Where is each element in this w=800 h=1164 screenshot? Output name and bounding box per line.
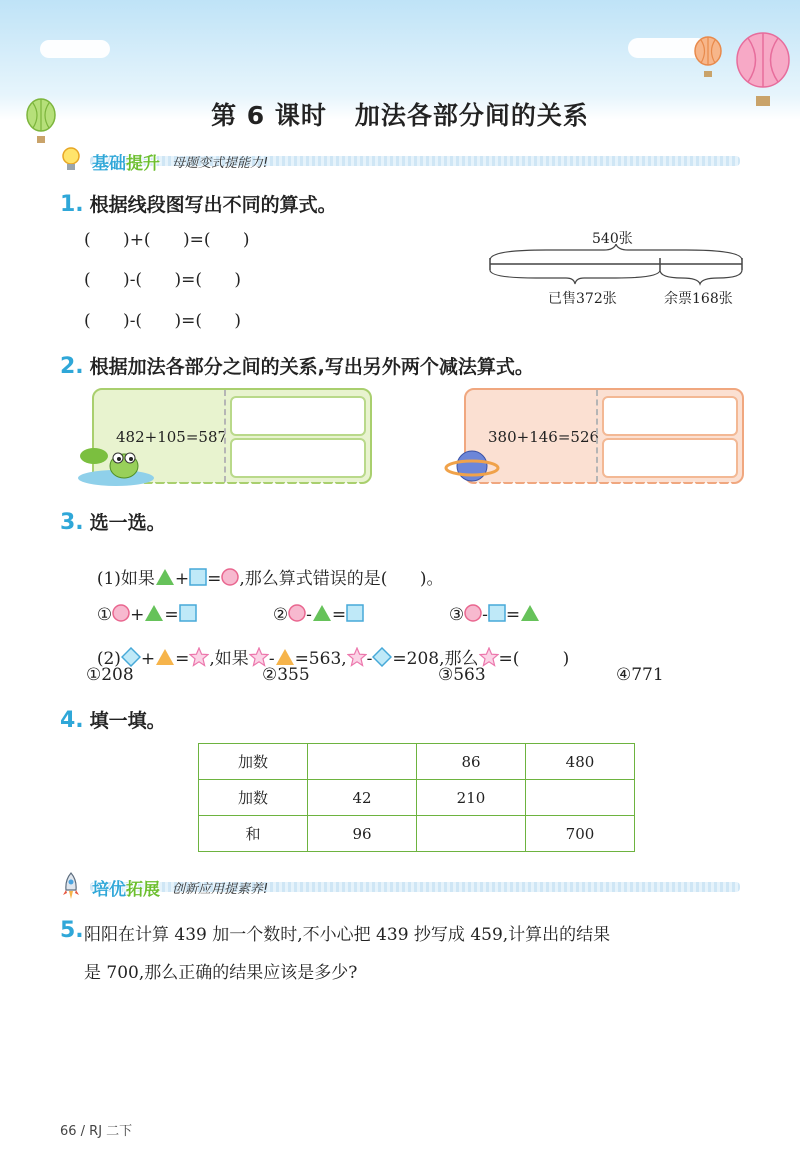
table-cell[interactable]	[417, 816, 526, 852]
card-divider	[224, 390, 226, 482]
q3-option-3[interactable]: ③ - =	[438, 584, 540, 625]
rocket-icon	[60, 872, 82, 900]
star-icon	[189, 647, 209, 667]
q1-equation-2: ( )-( )=( )	[84, 270, 242, 290]
q4-fill-table	[198, 743, 635, 852]
q3-part2: (2) + = ,如果 - =563, - =208,那么 =( )	[96, 649, 570, 669]
q3-part2-option-4[interactable]: ④771	[616, 665, 664, 685]
segment-left-label: 余票168张	[664, 291, 733, 307]
segment-sold-label: 已售372张	[548, 291, 617, 307]
q2-equation-b: 380+146=526	[488, 428, 600, 446]
triangle-orange-icon	[155, 648, 175, 666]
square-icon	[488, 604, 506, 622]
table-cell: 86	[417, 744, 526, 780]
table-cell: 加数	[199, 744, 308, 780]
table-cell[interactable]	[308, 744, 417, 780]
frog-on-lilypad-icon	[76, 440, 160, 488]
q2-answer-box-b1[interactable]	[602, 396, 738, 436]
star-icon	[347, 647, 367, 667]
table-row	[199, 780, 635, 816]
triangle-icon	[520, 604, 540, 622]
page-title	[0, 96, 800, 132]
q3-option-2[interactable]: ② - =	[262, 584, 364, 625]
q2-card-orange	[464, 388, 744, 484]
section-basic-bar	[60, 148, 740, 174]
diamond-icon	[121, 647, 141, 667]
circle-icon	[221, 568, 239, 586]
q2-answer-box-b2[interactable]	[602, 438, 738, 478]
table-cell: 加数	[199, 780, 308, 816]
q5-text-line-2: 是 700,那么正确的结果应该是多少?	[84, 963, 358, 983]
question-5-heading: 5.	[60, 918, 84, 943]
q3-part2-option-3[interactable]: ③563	[438, 665, 486, 685]
section-extension-bar	[60, 874, 740, 900]
q2-answer-box-a2[interactable]	[230, 438, 366, 478]
section-badge: 基础提升	[92, 153, 160, 174]
card-wave-edge	[466, 479, 742, 491]
q3-part2-option-1[interactable]: ①208	[86, 665, 134, 685]
star-icon	[249, 647, 269, 667]
table-row	[199, 816, 635, 852]
q3-option-1[interactable]: ① + =	[86, 584, 197, 625]
square-icon	[346, 604, 364, 622]
page-footer: 66 / RJ 二下	[60, 1124, 133, 1139]
diamond-icon	[372, 647, 392, 667]
segment-total-label: 540张	[592, 231, 633, 247]
table-cell: 和	[199, 816, 308, 852]
q2-answer-box-a1[interactable]	[230, 396, 366, 436]
section-badge: 培优拓展	[92, 879, 160, 900]
star-icon	[479, 647, 499, 667]
card-divider	[596, 390, 598, 482]
section-slogan: 母题变式提能力!	[172, 155, 269, 171]
square-icon	[179, 604, 197, 622]
question-4-heading: 4. 填一填。	[60, 708, 166, 733]
table-cell: 210	[417, 780, 526, 816]
table-cell: 700	[526, 816, 635, 852]
question-2-heading: 2. 根据加法各部分之间的关系,写出另外两个减法算式。	[60, 354, 534, 379]
q1-equation-3: ( )-( )=( )	[84, 311, 242, 331]
lesson-topic: 加法各部分间的关系	[354, 101, 589, 130]
section-slogan: 创新应用提素养!	[172, 881, 269, 897]
circle-icon	[112, 604, 130, 622]
q3-part1: (1)如果 + = ,那么算式错误的是( )。	[96, 569, 444, 589]
q1-equation-1: ( )+( )=( )	[84, 230, 250, 250]
balloon-orange-icon	[692, 36, 724, 82]
circle-icon	[464, 604, 482, 622]
planet-icon	[444, 446, 500, 486]
lightbulb-icon	[60, 146, 82, 174]
table-cell[interactable]	[526, 780, 635, 816]
table-row	[199, 744, 635, 780]
triangle-icon	[312, 604, 332, 622]
triangle-orange-icon	[275, 648, 295, 666]
q3-part2-option-2[interactable]: ②355	[262, 665, 310, 685]
segment-diagram	[486, 244, 746, 288]
table-cell: 480	[526, 744, 635, 780]
triangle-icon	[144, 604, 164, 622]
q5-text-line-1: 阳阳在计算 439 加一个数时,不小心把 439 抄写成 459,计算出的结果	[84, 925, 611, 945]
cloud-left	[40, 40, 110, 58]
table-cell: 42	[308, 780, 417, 816]
question-3-heading: 3. 选一选。	[60, 510, 166, 535]
q2-equation-a: 482+105=587	[116, 428, 228, 446]
table-cell: 96	[308, 816, 417, 852]
question-1-heading: 1. 根据线段图写出不同的算式。	[60, 192, 337, 217]
lesson-number: 第 6 课时	[211, 101, 327, 130]
circle-icon	[288, 604, 306, 622]
